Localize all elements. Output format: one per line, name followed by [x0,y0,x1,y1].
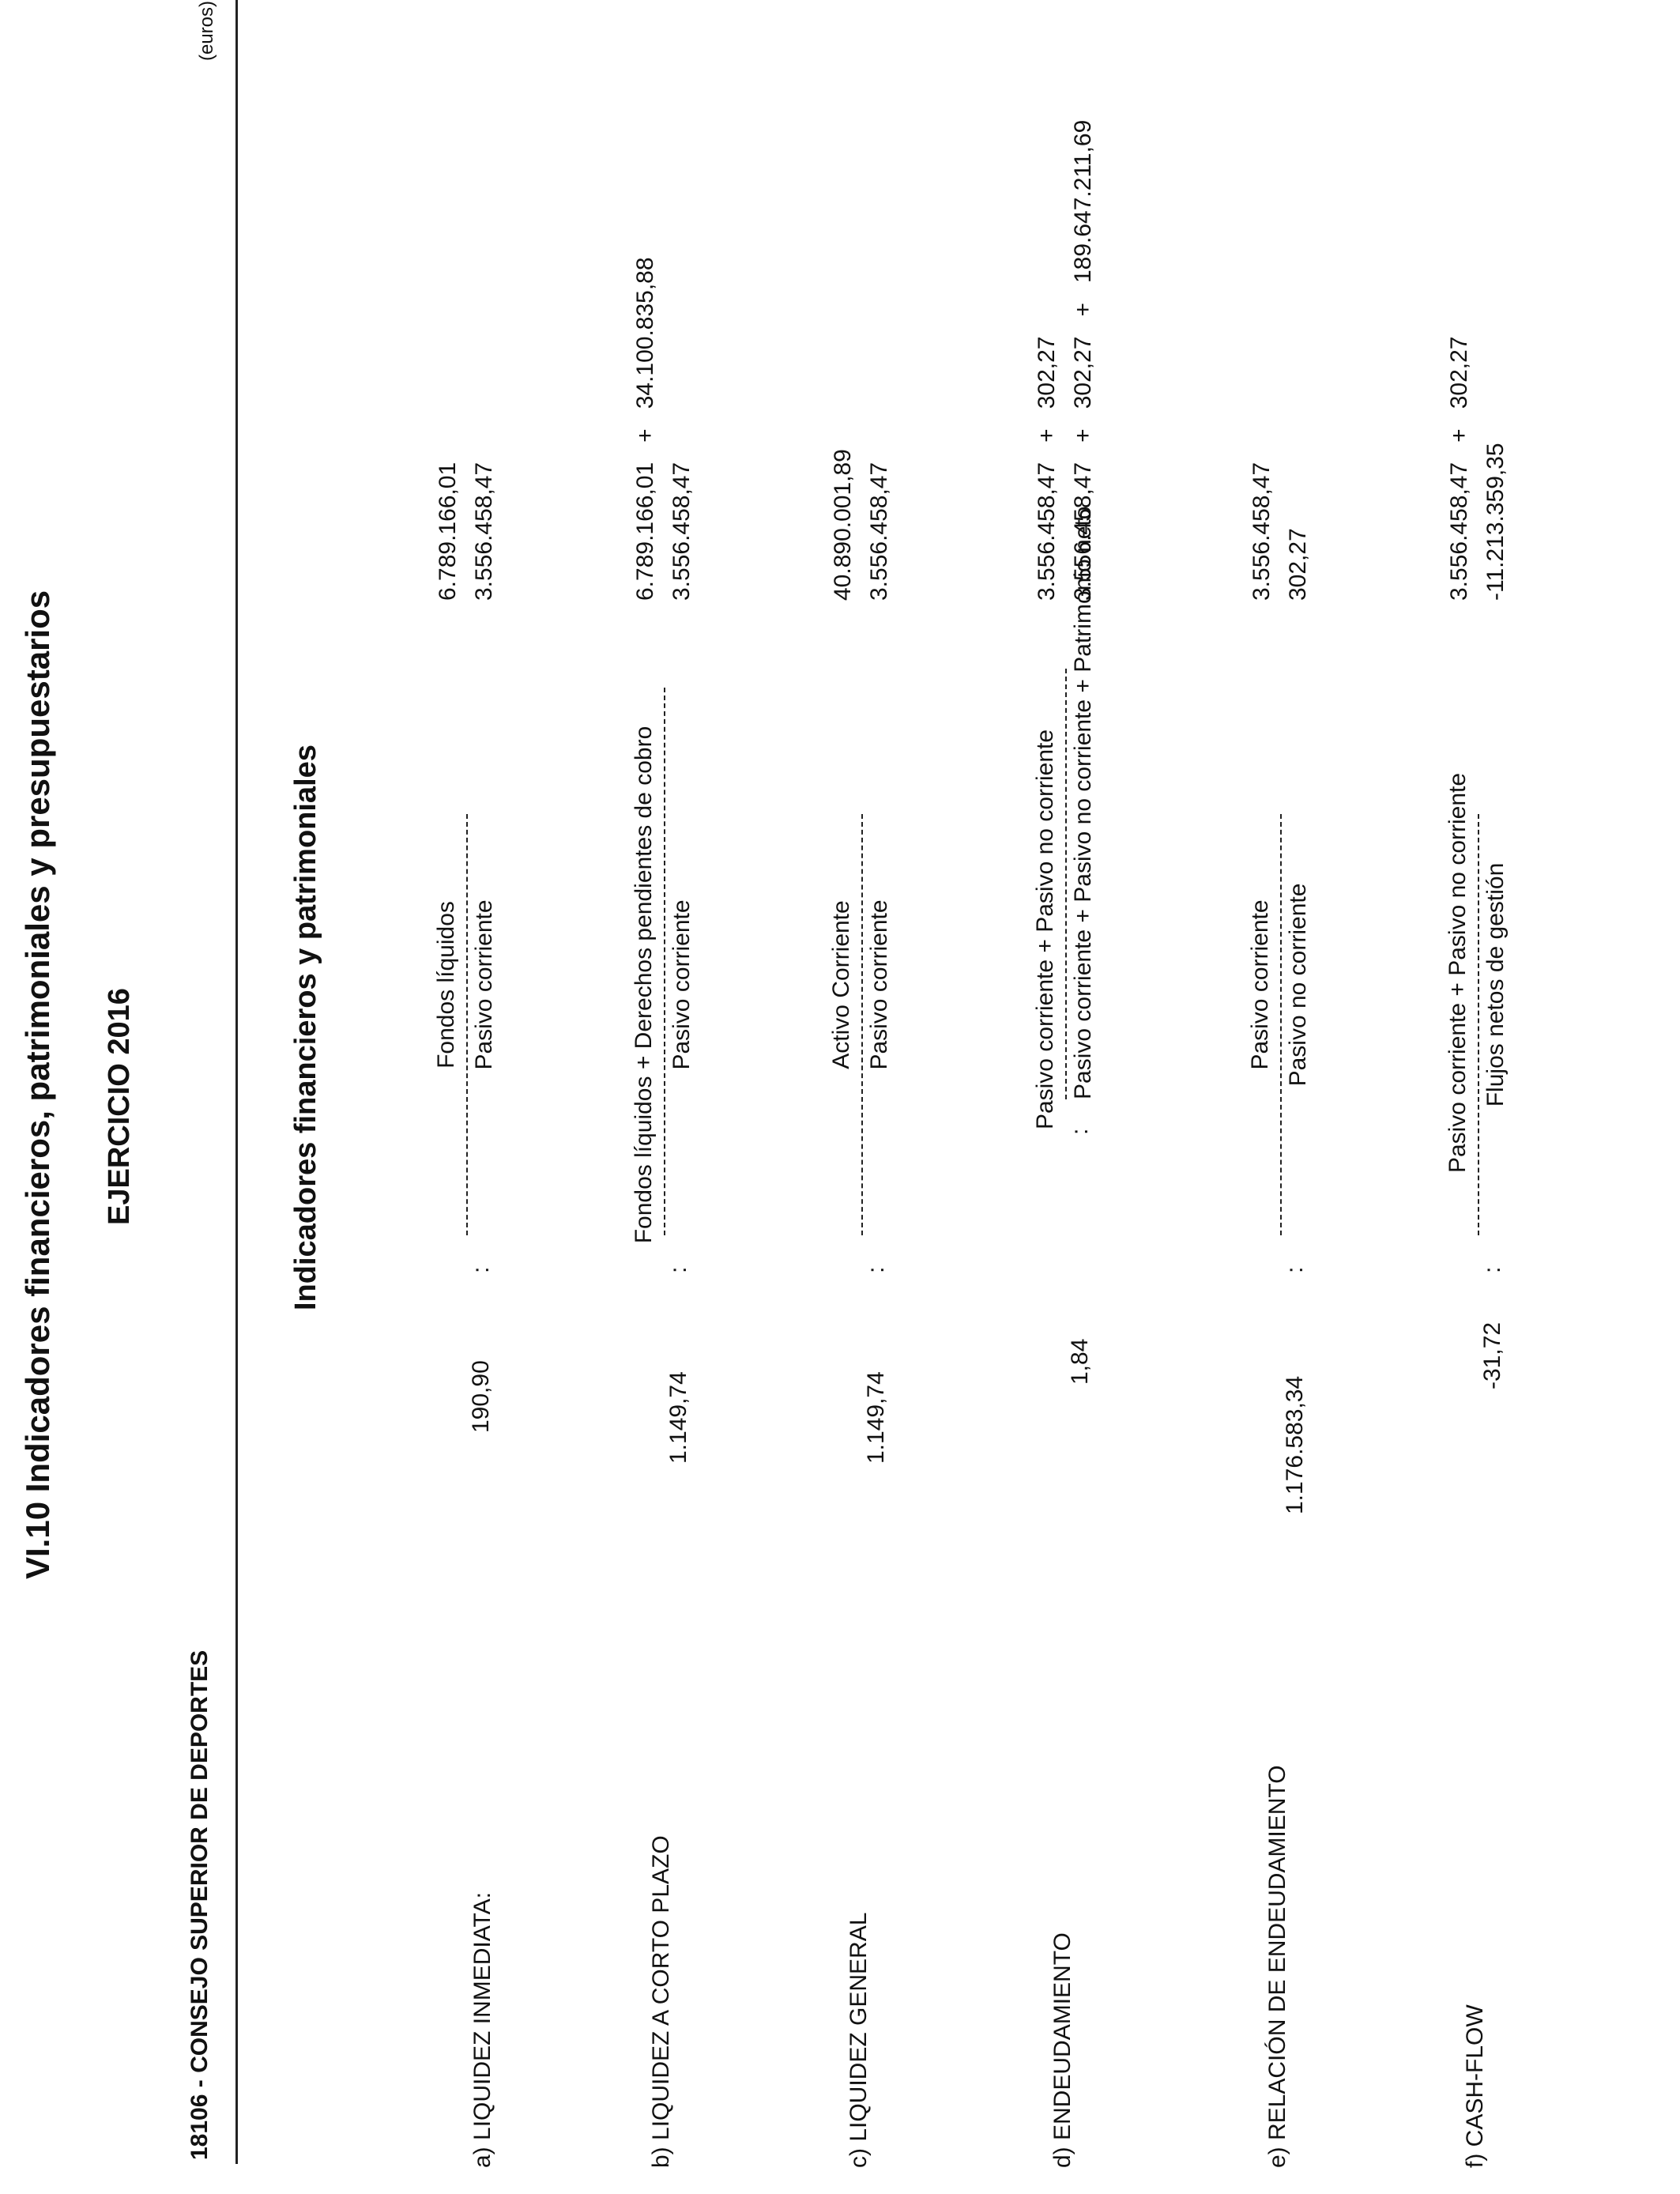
fraction-line [1065,669,1067,1099]
indicator-label: a) LIQUIDEZ INMEDIATA: [469,1892,495,2168]
numerator-values: 3.556.458,47 + 302,27 [1446,336,1472,601]
report-title: VI.10 Indicadores financieros, patrimoniales y presupuestarios [19,590,56,1579]
colon: : [863,1266,889,1273]
numerator-label: Pasivo corriente + Pasivo no corriente [1445,772,1471,1174]
fraction-line [861,814,863,1235]
indicator-value: 1.176.583,34 [1282,1375,1308,1514]
denominator-label: Pasivo corriente [471,899,497,1070]
colon: : [468,1266,494,1273]
indicator-label: c) LIQUIDEZ GENERAL [846,1912,872,2168]
denominator-values: -11.213.359,35 [1482,443,1509,601]
numerator-values: 6.789.166,01 + 34.100.835,88 [632,257,658,601]
denominator-values: 3.556.458,47 + 302,27 + 189.647.211,69 [1070,119,1096,601]
denominator-label: Pasivo corriente + Pasivo no corriente + Patrimonio neto [1070,506,1096,1099]
denominator-label: Pasivo corriente [669,899,695,1070]
indicator-label: e) RELACIÓN DE ENDEUDAMIENTO [1264,1765,1290,2168]
numerator-values: 3.556.458,47 + 302,27 [1034,336,1060,601]
fraction-line [664,688,665,1235]
units-note: (euros) [196,0,217,61]
fiscal-year: EJERCICIO 2016 [103,988,136,1225]
fraction-line [1280,814,1282,1235]
numerator-label: Fondos líquidos + Derechos pendientes de cobro [631,726,657,1244]
denominator-values: 3.556.458,47 [866,462,892,601]
colon: : [1282,1266,1308,1273]
numerator-label: Pasivo corriente + Pasivo no corriente [1032,729,1058,1130]
indicator-value: 190,90 [468,1360,494,1433]
colon: : [665,1266,691,1273]
numerator-label: Activo Corriente [828,900,854,1069]
numerator-label: Pasivo corriente [1247,899,1273,1070]
indicator-label: d) ENDEUDAMIENTO [1049,1932,1075,2168]
numerator-values: 40.890.001,89 [830,449,856,601]
denominator-values: 3.556.458,47 [471,462,497,601]
numerator-values: 6.789.166,01 [435,462,461,601]
denominator-values: 302,27 [1285,528,1311,601]
indicator-value: -31,72 [1479,1321,1505,1389]
header-rule [235,0,238,2164]
denominator-label: Pasivo no corriente [1285,883,1311,1087]
fraction-line [1478,814,1479,1235]
colon: : [1067,1128,1093,1135]
colon: : [1479,1266,1505,1273]
fraction-line [466,814,468,1235]
indicator-value: 1,84 [1067,1338,1093,1385]
indicator-value: 1.149,74 [863,1371,889,1464]
entity-name: 18106 - CONSEJO SUPERIOR DE DEPORTES [186,1649,213,2160]
indicator-label: f) CASH-FLOW [1462,2004,1488,2168]
denominator-label: Flujos netos de gestión [1482,862,1509,1107]
denominator-values: 3.556.458,47 [669,462,695,601]
indicator-value: 1.149,74 [665,1371,691,1464]
numerator-values: 3.556.458,47 [1249,462,1275,601]
denominator-label: Pasivo corriente [866,899,892,1070]
indicator-label: b) LIQUIDEZ A CORTO PLAZO [648,1835,674,2168]
numerator-label: Fondos líquidos [433,901,459,1069]
section-title: Indicadores financieros y patrimoniales [289,745,322,1310]
